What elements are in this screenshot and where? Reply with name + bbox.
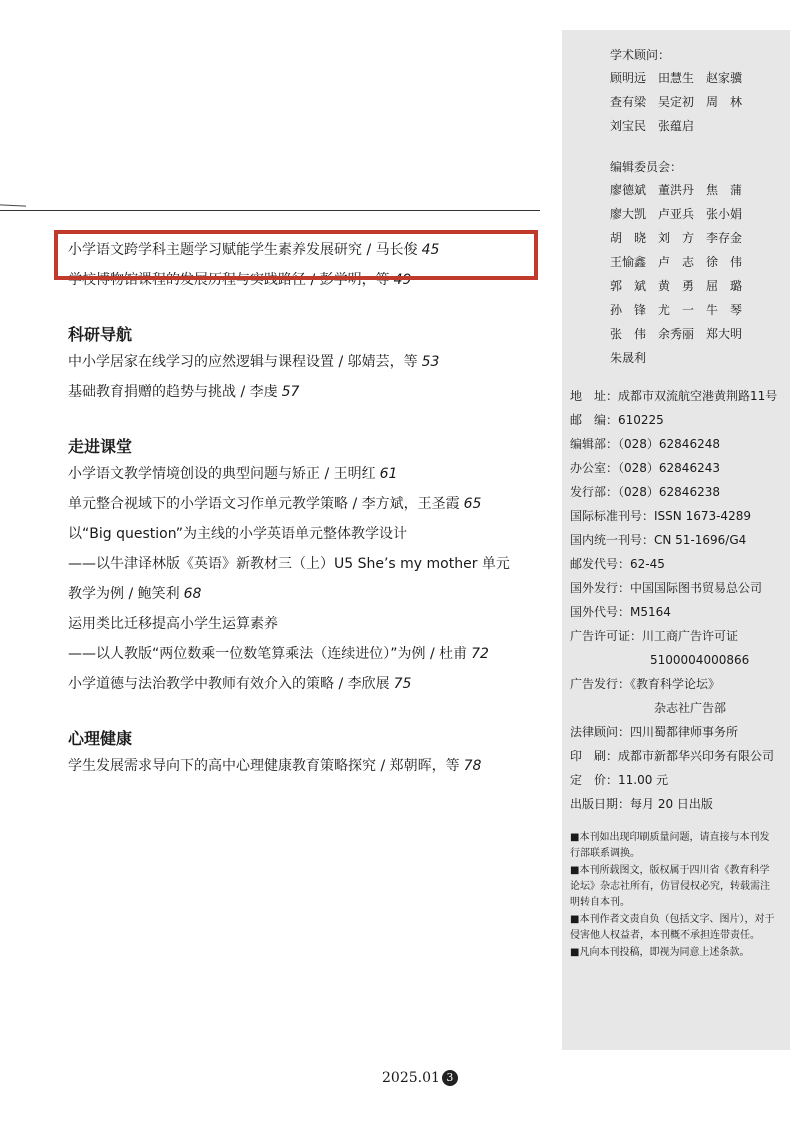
page-number: 3 [442, 1070, 458, 1086]
info-line: 法律顾问：四川蜀都律师事务所 [570, 725, 739, 739]
advisor-row: 刘宝民 张蕴启 [610, 119, 695, 133]
board-row: 张 伟 余秀丽 郑大明 [610, 327, 743, 341]
copyright-notes [570, 830, 780, 961]
ad-dept: 杂志社广告部 [654, 701, 727, 715]
publication-info [570, 384, 780, 816]
board-row: 胡 晓 刘 方 李存金 [610, 231, 743, 245]
note: ■本刊作者文责自负（包括文字、图片），对于侵害他人权益者，本刊概不承担连带责任。 [570, 914, 775, 941]
entry-title: 单元整合视域下的小学语文习作单元教学策略 / 李方斌，王圣霞 [68, 496, 460, 512]
entry-page: 75 [393, 676, 412, 692]
info-line: 国外代号：M5164 [570, 605, 671, 619]
entry-title: 小学道德与法治教学中教师有效介入的策略 / 李欣展 [68, 676, 390, 692]
toc-entry[interactable] [68, 464, 538, 494]
toc-entry[interactable] [68, 584, 538, 614]
board-row: 王愉鑫 卢 志 徐 伟 [610, 255, 743, 269]
info-line: 定 价：11.00 元 [570, 773, 669, 787]
entry-page: 68 [183, 586, 202, 602]
entry-page: 65 [463, 496, 482, 512]
info-line: 出版日期：每月 20 日出版 [570, 797, 713, 811]
board-label: 编辑委员会： [610, 160, 683, 174]
license-number: 5100004000866 [650, 653, 750, 667]
advisors-label: 学术顾问： [610, 48, 671, 62]
info-line: 发行部：（028）62846238 [570, 485, 720, 499]
masthead-sidebar [562, 30, 790, 1050]
entry-page: 57 [281, 384, 300, 400]
info-line: 邮发代号：62-45 [570, 557, 665, 571]
entry-page: 61 [379, 466, 398, 482]
toc-entry[interactable] [68, 554, 538, 584]
entry-page: 78 [463, 758, 482, 774]
board-row: 廖德斌 董洪丹 焦 蒲 [610, 183, 743, 197]
toc-entry[interactable] [68, 524, 538, 554]
board-row: 郭 斌 黄 勇 屈 璐 [610, 279, 743, 293]
entry-page: 53 [421, 354, 440, 370]
toc-entry[interactable] [68, 614, 538, 644]
entry-page: 45 [421, 242, 440, 258]
board-list [610, 178, 780, 370]
toc-entry[interactable] [68, 382, 538, 412]
toc-entry[interactable] [68, 644, 538, 674]
info-line: 编辑部：（028）62846248 [570, 437, 720, 451]
info-line: 办公室：（028）62846243 [570, 461, 720, 475]
note: ■凡向本刊投稿，即视为同意上述条款。 [570, 947, 750, 958]
toc-entry[interactable] [68, 674, 538, 704]
info-line: 广告发行：《教育科学论坛》 [570, 677, 721, 691]
section-heading: 心理健康 [68, 729, 133, 748]
toc-entry[interactable] [68, 494, 538, 524]
highlight-box [54, 230, 538, 280]
info-line: 邮 编：610225 [570, 413, 664, 427]
section-heading: 走进课堂 [68, 437, 133, 456]
board-row: 朱晟利 [610, 351, 647, 365]
entry-page: 49 [393, 272, 412, 288]
entry-title: ——以牛津译林版《英语》新教材三（上）U5 She’s my mother 单元 [68, 556, 510, 572]
entry-title: 小学语文教学情境创设的典型问题与矫正 / 王明红 [68, 466, 376, 482]
advisor-row: 查有梁 吴定初 周 林 [610, 95, 743, 109]
entry-title: 以“Big question”为主线的小学英语单元整体教学设计 [68, 526, 408, 542]
note: ■本刊如出现印刷质量问题，请直接与本刊发行部联系调换。 [570, 832, 770, 859]
page-footer [382, 1070, 458, 1086]
entry-title: 运用类比迁移提高小学生运算素养 [68, 616, 278, 632]
header-rule [0, 210, 540, 211]
info-line: 国内统一刊号：CN 51-1696/G4 [570, 533, 747, 547]
entry-title: 教学为例 / 鲍笑利 [68, 586, 180, 602]
toc-entry[interactable] [68, 756, 538, 786]
info-line: 广告许可证：川工商广告许可证 [570, 629, 739, 643]
entry-title: 基础教育捐赠的趋势与挑战 / 李虔 [68, 384, 278, 400]
advisors-list [610, 66, 780, 138]
board-row: 孙 锋 尤 一 牛 琴 [610, 303, 743, 317]
entry-title: 小学语文跨学科主题学习赋能学生素养发展研究 / 马长俊 [68, 242, 418, 258]
info-line: 国际标准刊号：ISSN 1673-4289 [570, 509, 751, 523]
advisor-row: 顾明远 田慧生 赵家骥 [610, 71, 743, 85]
info-line: 地 址：成都市双流航空港黄荆路11号 [570, 389, 778, 403]
note: ■本刊所载图文，版权属于四川省《教育科学论坛》杂志社所有，仿冒侵权必究，转载需注明转自本刊。 [570, 865, 770, 908]
issue-number: 2025.01 [382, 1070, 440, 1086]
entry-title: ——以人教版“两位数乘一位数笔算乘法（连续进位）”为例 / 杜甫 [68, 646, 468, 662]
entry-page: 72 [471, 646, 489, 662]
table-of-contents [68, 240, 538, 786]
info-line: 国外发行：中国国际图书贸易总公司 [570, 581, 763, 595]
toc-entry[interactable] [68, 352, 538, 382]
info-line: 印 刷：成都市新都华兴印务有限公司 [570, 749, 775, 763]
scan-mark [0, 204, 26, 206]
entry-title: 中小学居家在线学习的应然逻辑与课程设置 / 邬婧芸，等 [68, 354, 418, 370]
entry-title: 学校博物馆课程的发展历程与实践路径 / 彭学明，等 [68, 272, 390, 288]
section-heading: 科研导航 [68, 325, 133, 344]
board-row: 廖大凯 卢亚兵 张小娟 [610, 207, 743, 221]
entry-title: 学生发展需求导向下的高中心理健康教育策略探究 / 郑朝晖，等 [68, 758, 460, 774]
